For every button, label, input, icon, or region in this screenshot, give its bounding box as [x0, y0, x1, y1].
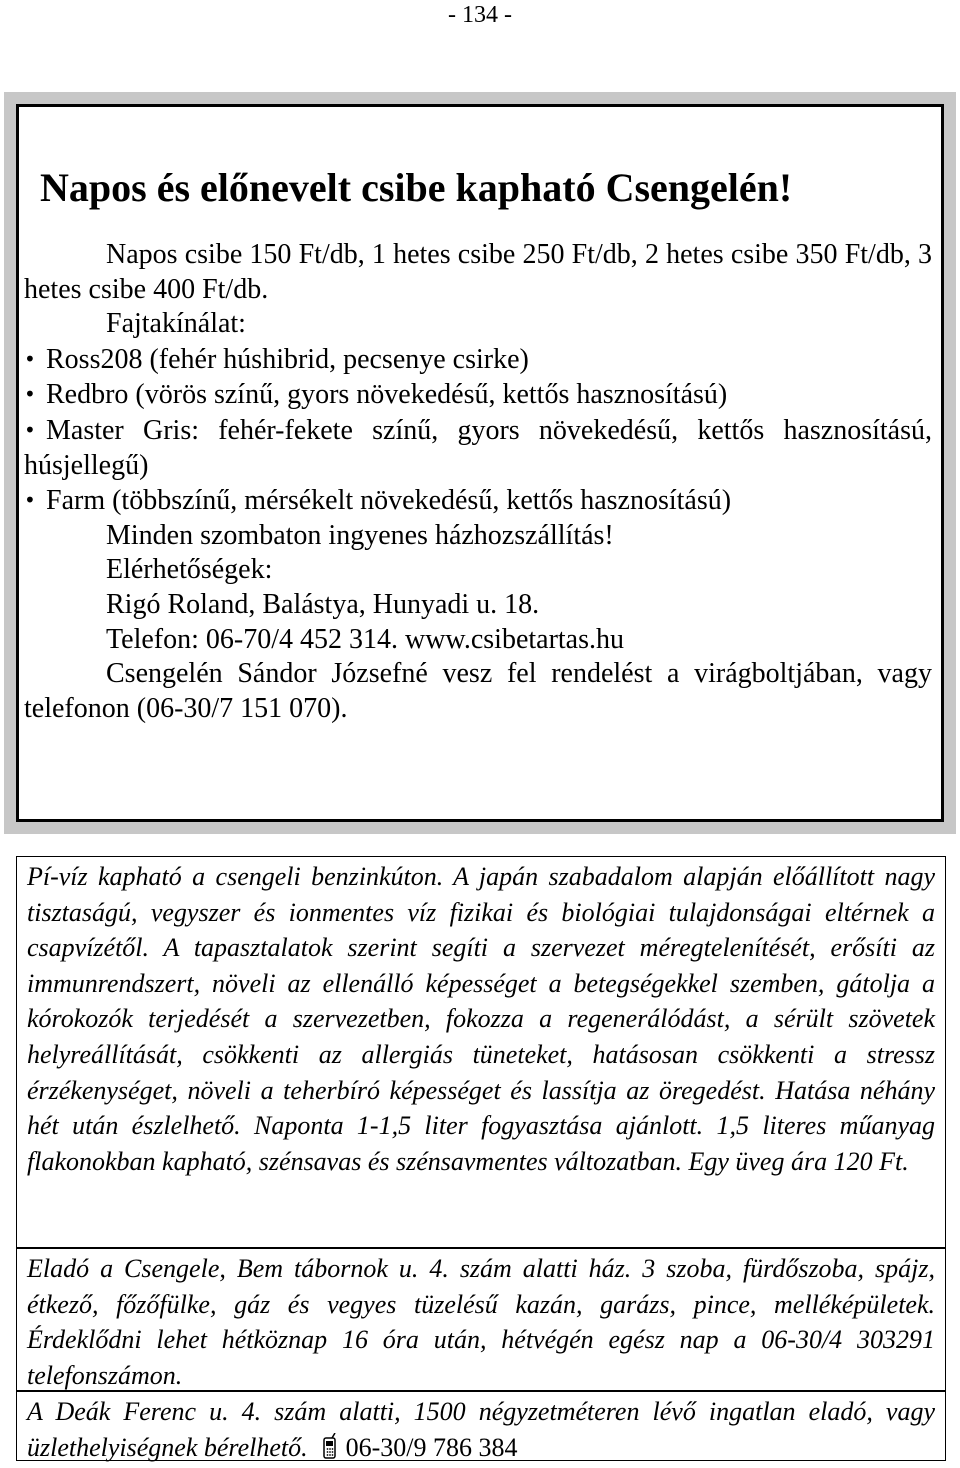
- offer-title: Fajtakínálat:: [106, 308, 246, 340]
- house-ad-text: Eladó a Csengele, Bem tábornok u. 4. szám alatti ház. 3 szoba, fürdőszoba, spájz, étkező, főzőfülke, gáz és vegyes tüzelésű kazán, garázs, pince, melléképületek. Érdeklődni lehet hétköznap 16 óra után, hétvégén egész nap a 06-30/4 303291 telefonszámon.: [27, 1254, 935, 1390]
- water-ad: [16, 856, 946, 1248]
- property-ad: [16, 1391, 946, 1461]
- property-ad-text: A Deák Ferenc u. 4. szám alatti, 1500 négyzetméteren lévő ingatlan eladó, vagy üzlethelyiségnek bérelhető.: [27, 1397, 935, 1462]
- breed-item: • Farm (többszínű, mérsékelt növekedésű, kettős hasznosítású): [24, 485, 732, 517]
- property-ad-paragraph: [27, 1394, 935, 1465]
- house-sale-ad: [16, 1248, 946, 1391]
- property-ad-phone: 06-30/9 786 384: [345, 1432, 518, 1462]
- contact-phone: Telefon: 06-70/4 452 314. www.csibetartas.hu: [106, 623, 624, 655]
- water-ad-text: Pí-víz kapható a csengeli benzinkúton. A japán szabadalom alapján előállított nagy tisztaságú, vegyszer és ionmentes víz fizikai és biológiai tulajdonságai eltérnek a csapvízétől. A tapasztalatok szerint segíti a szervezet méregtelenítését, erősíti az immunrendszert, növeli az ellenálló képességet a betegségekkel szemben, gátolja a kórokozók terjedését a szervezetben, fokozza a regenerálódást, a sérült szövetek helyreállítását, csökkenti az allergiás tüneteket, hatásosan csökkenti a stressz érzékenységet, növeli a teherbíró képességet és lassítja az öregedést. Hatása néhány hét után észlelhető. Naponta 1-1,5 liter fogyasztása ajánlott. 1,5 literes műanyag flakonokban kapható, szénsavas és szénsavmentes változatban. Egy üveg ára 120 Ft.: [27, 862, 935, 1176]
- mobile-phone-icon: [318, 1433, 340, 1459]
- page-number: - 134 -: [448, 2, 512, 28]
- bullet-icon: •: [24, 417, 36, 442]
- breed-item: • Master Gris: fehér-fekete színű, gyors növekedésű, kettős hasznosítású, húsjellegű): [24, 414, 932, 481]
- bullet-icon: •: [24, 382, 36, 407]
- breed-item: • Redbro (vörös színű, gyors növekedésű, kettős hasznosítású): [24, 379, 728, 411]
- chick-ad-body: [24, 238, 932, 726]
- breed-item: • Ross208 (fehér húshibrid, pecsenye csirke): [24, 343, 529, 375]
- price-list: Napos csibe 150 Ft/db, 1 hetes csibe 250 Ft/db, 2 hetes csibe 350 Ft/db, 3 hetes csibe 400 Ft/db.: [24, 239, 932, 305]
- chick-ad-headline: Napos és előnevelt csibe kapható Csengelén!: [40, 165, 793, 210]
- bullet-icon: •: [24, 346, 36, 371]
- contacts-title: Elérhetőségek:: [106, 554, 273, 586]
- order-note: Csengelén Sándor Józsefné vesz fel rendelést a virágboltjában, vagy telefonon (06-30/7 151 070).: [24, 658, 932, 724]
- contact-name: Rigó Roland, Balástya, Hunyadi u. 18.: [106, 588, 540, 620]
- bullet-icon: •: [24, 488, 36, 513]
- delivery-note: Minden szombaton ingyenes házhozszállítás!: [106, 519, 614, 551]
